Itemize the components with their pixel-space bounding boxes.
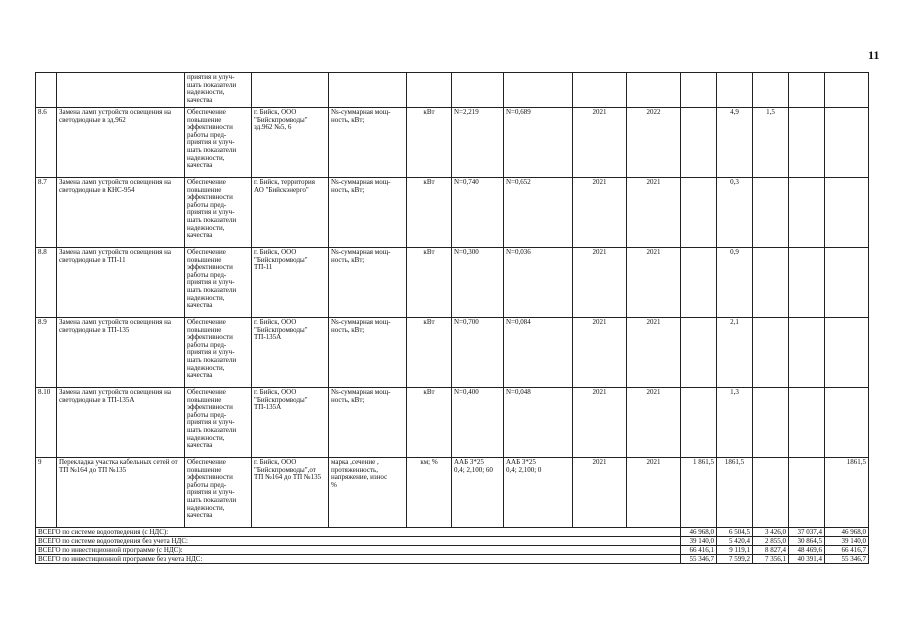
cell-c5 [825,388,869,458]
total-label: ВСЕГО по инвестиционной программе (с НДС): [36,546,681,555]
cell-c1 [681,318,717,388]
cell-unit [407,73,452,108]
cell-unit: кВт [407,388,452,458]
cell-c5 [825,318,869,388]
cell-num: 9 [36,458,57,528]
total-value: 48 469,6 [789,546,825,555]
total-value: 37 037,4 [789,528,825,537]
cell-after: N=0,652 [504,178,573,248]
total-value: 8 827,4 [753,546,789,555]
cell-end: 2021 [627,458,681,528]
table-row [36,458,869,528]
cell-c5 [825,248,869,318]
total-value: 39 140,0 [681,537,717,546]
table-row [36,248,869,318]
cell-objective: Обеспечение повышение эффективности работы пред- приятия и улуч- шать показатели надежности, качества [185,318,252,388]
cell-objective: Обеспечение повышение эффективности работы пред- приятия и улуч- шать показатели надежности, качества [185,248,252,318]
cell-end: 2022 [627,108,681,178]
cell-name: Замена ламп устройств освещения на светодиодные в зд.962 [57,108,185,178]
cell-before: N=0,740 [452,178,504,248]
cell-indicator: Ns-суммарная мощ- ность, кВт; [329,388,407,458]
total-value: 66 416,1 [681,546,717,555]
cell-c5 [825,73,869,108]
total-value: 6 504,5 [717,528,753,537]
cell-c1 [681,248,717,318]
cell-c2 [717,73,753,108]
cell-start: 2021 [573,178,627,248]
total-value: 3 426,0 [753,528,789,537]
total-label: ВСЕГО по системе водоотведения без учета НДС: [36,537,681,546]
cell-num: 8.10 [36,388,57,458]
cell-c3 [753,248,789,318]
cell-before: N=2,219 [452,108,504,178]
cell-c3 [753,458,789,528]
cell-c1 [681,73,717,108]
cell-location: г. Бийск, территория АО "Бийскэнерго" [252,178,329,248]
cell-objective: Обеспечение повышение эффективности работы пред- приятия и улуч- шать показатели надежности, качества [185,388,252,458]
total-value: 9 119,1 [717,546,753,555]
cell-location: г. Бийск, ООО "Бийскпромводы",от ТП №164 до ТП №135 [252,458,329,528]
cell-c4 [789,178,825,248]
total-label: ВСЕГО по системе водоотведения (с НДС): [36,528,681,537]
cell-c4 [789,73,825,108]
total-value: 46 968,0 [681,528,717,537]
cell-c3 [753,318,789,388]
cell-c2: 0,9 [717,248,753,318]
total-value: 55 346,7 [681,555,717,564]
cell-unit: кВт [407,318,452,388]
total-row [36,546,869,555]
total-value: 7 599,2 [717,555,753,564]
cell-before [452,73,504,108]
cell-objective: Обеспечение повышение эффективности работы пред- приятия и улуч- шать показатели надежности, качества [185,458,252,528]
cell-before: N=0,300 [452,248,504,318]
cell-after: N=0,048 [504,388,573,458]
cell-indicator: Ns-суммарная мощ- ность, кВт; [329,108,407,178]
total-value: 46 968,0 [825,528,869,537]
cell-name: Замена ламп устройств освещения на светодиодные в ТП-135А [57,388,185,458]
cell-c2: 1861,5 [717,458,753,528]
table-row [36,108,869,178]
cell-c3 [753,73,789,108]
cell-after: ААБ 3*25 0,4; 2,100; 0 [504,458,573,528]
cell-end: 2021 [627,318,681,388]
cell-c2: 2,1 [717,318,753,388]
total-value: 2 855,0 [753,537,789,546]
cell-c2: 4,9 [717,108,753,178]
total-value: 7 356,1 [753,555,789,564]
table-row [36,318,869,388]
cell-after: N=0,084 [504,318,573,388]
cell-num: 8.7 [36,178,57,248]
cell-indicator: Ns-суммарная мощ- ность, кВт; [329,318,407,388]
cell-before: N=0,700 [452,318,504,388]
total-row [36,555,869,564]
cell-end: 2021 [627,178,681,248]
cell-start [573,73,627,108]
table-row [36,388,869,458]
cell-location [252,73,329,108]
cell-after: N=0,689 [504,108,573,178]
cell-c3: 1,5 [753,108,789,178]
total-value: 55 346,7 [825,555,869,564]
cell-unit: кВт [407,108,452,178]
total-label: ВСЕГО по инвестиционной программе без учета НДС: [36,555,681,564]
cell-c5 [825,108,869,178]
cell-c4 [789,318,825,388]
table-body [36,73,869,564]
cell-c1: 1 861,5 [681,458,717,528]
cell-c2: 1,3 [717,388,753,458]
cell-c5: 1861,5 [825,458,869,528]
cell-start: 2021 [573,108,627,178]
cell-num [36,73,57,108]
cell-c1 [681,178,717,248]
cell-indicator: Ns-суммарная мощ- ность, кВт; [329,248,407,318]
cell-c1 [681,108,717,178]
total-value: 5 420,4 [717,537,753,546]
total-value: 39 140,0 [825,537,869,546]
total-value: 40 391,4 [789,555,825,564]
cell-end: 2021 [627,248,681,318]
cell-start: 2021 [573,458,627,528]
cell-c3 [753,388,789,458]
cell-objective: Обеспечение повышение эффективности работы пред- приятия и улуч- шать показатели надежности, качества [185,178,252,248]
total-row [36,528,869,537]
cell-name: Замена ламп устройств освещения на светодиодные в ТП-135 [57,318,185,388]
cell-objective: приятия и улуч- шать показатели надежности, качества [185,73,252,108]
cell-num: 8.8 [36,248,57,318]
cell-end: 2021 [627,388,681,458]
table-row [36,178,869,248]
investment-program-table [35,72,869,564]
cell-before: N=0,400 [452,388,504,458]
cell-indicator [329,73,407,108]
cell-unit: км; % [407,458,452,528]
total-row [36,537,869,546]
cell-name [57,73,185,108]
cell-location: г. Бийск, ООО "Бийскпромводы" ТП-11 [252,248,329,318]
cell-after: N=0,036 [504,248,573,318]
cell-unit: кВт [407,178,452,248]
page-number: 11 [868,48,880,62]
continuation-row [36,73,869,108]
cell-c2: 0,3 [717,178,753,248]
cell-name: Замена ламп устройств освещения на светодиодные в ТП-11 [57,248,185,318]
cell-start: 2021 [573,318,627,388]
cell-unit: кВт [407,248,452,318]
cell-objective: Обеспечение повышение эффективности работы пред- приятия и улуч- шать показатели надежности, качества [185,108,252,178]
cell-name: Перекладка участка кабельных сетей от ТП №164 до ТП №135 [57,458,185,528]
cell-after [504,73,573,108]
cell-before: ААБ 3*25 0,4; 2,100; 60 [452,458,504,528]
cell-c4 [789,458,825,528]
cell-num: 8.6 [36,108,57,178]
cell-indicator: марка ,сечение , протяженность, напряжение, износ % [329,458,407,528]
cell-start: 2021 [573,248,627,318]
cell-location: г. Бийск, ООО "Бийскпромводы" ТП-135А [252,388,329,458]
cell-start: 2021 [573,388,627,458]
cell-c4 [789,388,825,458]
cell-indicator: Ns-суммарная мощ- ность, кВт; [329,178,407,248]
total-value: 66 416,7 [825,546,869,555]
cell-c4 [789,108,825,178]
cell-name: Замена ламп устройств освещения на светодиодные в КНС-954 [57,178,185,248]
cell-num: 8.9 [36,318,57,388]
cell-end [627,73,681,108]
cell-c5 [825,178,869,248]
cell-location: г. Бийск, ООО "Бийскпромводы" ТП-135А [252,318,329,388]
cell-c3 [753,178,789,248]
total-value: 30 864,5 [789,537,825,546]
cell-location: г. Бийск, ООО "Бийскпромводы" зд.962 №5, 6 [252,108,329,178]
cell-c4 [789,248,825,318]
cell-c1 [681,388,717,458]
